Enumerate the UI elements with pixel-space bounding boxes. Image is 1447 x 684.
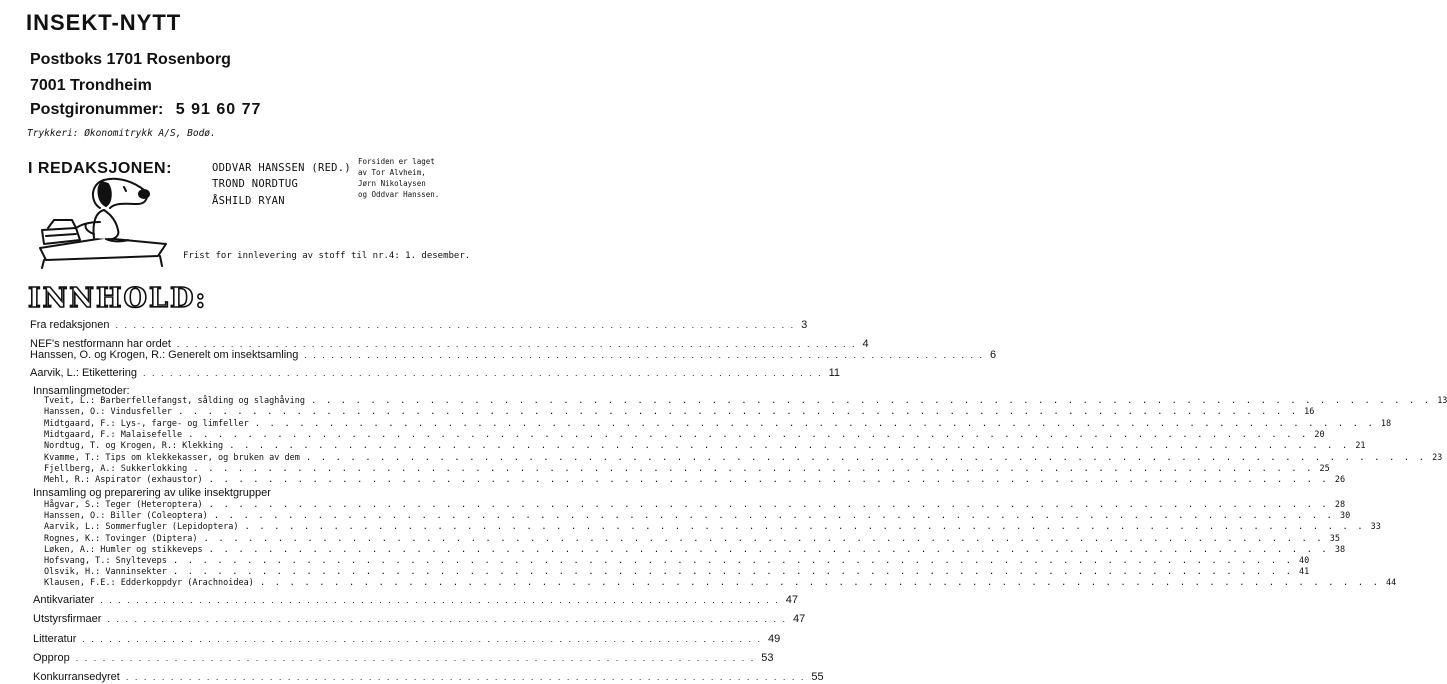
postgiro-number: 5 91 60 77	[175, 101, 262, 118]
postgiro	[30, 101, 261, 119]
toc-page-number: 23	[1432, 452, 1443, 463]
toc-entry	[44, 511, 1351, 522]
toc-leader-dots: . . . . . . . . . . . . . . . . . . . . . . . . . . . . . . . . . . . . . . . . . . . . . . . . . . . . . . . . . . . . . . . . . . . . . . . . . . . .	[208, 544, 1329, 555]
toc-entry-title: Mehl, R.: Aspirator (exhaustor)	[44, 475, 203, 486]
postgiro-label: Postgironummer:	[30, 101, 164, 118]
toc-entry	[30, 319, 808, 331]
cover-note-1: Forsiden er laget	[358, 157, 435, 166]
toc-leader-dots: . . . . . . . . . . . . . . . . . . . . . . . . . . . . . . . . . . . . . . . . . . . . . . . . . . . . . . . . . . . . . . . . . . . . . . . . . . . .	[213, 511, 1334, 522]
toc-leader-dots: . . . . . . . . . . . . . . . . . . . . . . . . . . . . . . . . . . . . . . . . . . . . . . . . . . . . . . . . . . . . . . . . . . . . . . . . . . . .	[82, 634, 762, 644]
toc-page-number: 18	[1380, 418, 1392, 429]
toc-entry-title: Hanssen, O. og Krogen, R.: Generelt om insektsamling	[30, 349, 299, 361]
toc-entry	[44, 556, 1310, 566]
toc-page-number: 53	[761, 652, 774, 664]
printer-note: Trykkeri: Økonomitrykk A/S, Bodø.	[27, 128, 216, 139]
toc-entry-title: Hanssen, O.: Biller (Coleoptera)	[44, 511, 208, 522]
toc-entry	[44, 452, 1443, 463]
toc-page-number: 3	[801, 319, 808, 331]
toc-entry-title: Aarvik, L.: Etikettering	[30, 367, 137, 379]
toc-page-number: 35	[1329, 533, 1340, 544]
address-line-1: Postboks 1701 Rosenborg	[30, 51, 231, 68]
toc-entry	[44, 567, 1310, 578]
cover-note-4: og Oddvar Hanssen.	[358, 190, 440, 199]
toc-entry	[33, 633, 781, 645]
toc-leader-dots: . . . . . . . . . . . . . . . . . . . . . . . . . . . . . . . . . . . . . . . . . . . . . . . . . . . . . . . . . . . . . . . . . . . . . . . . . . . .	[208, 475, 1329, 486]
toc-page-number: 38	[1334, 544, 1346, 555]
toc-entry	[44, 418, 1392, 429]
toc-leader-dots: . . . . . . . . . . . . . . . . . . . . . . . . . . . . . . . . . . . . . . . . . . . . . . . . . . . . . . . . . . . . . . . . . . . . . . . . . . . .	[304, 350, 984, 360]
toc-entry	[44, 578, 1397, 589]
toc-entry-title: Litteratur	[33, 633, 77, 645]
toc-entry-title: Kvamme, T.: Tips om klekkekasser, og bruken av dem	[44, 452, 300, 463]
toc-page-number: 25	[1319, 463, 1330, 474]
toc-entry	[44, 522, 1381, 533]
toc-entry	[44, 441, 1366, 452]
toc-leader-dots: . . . . . . . . . . . . . . . . . . . . . . . . . . . . . . . . . . . . . . . . . . . . . . . . . . . . . . . . . . . . . . . . . . . . . . . . . . . .	[244, 522, 1365, 533]
toc-entry-title: Aarvik, L.: Sommerfugler (Lepidoptera)	[44, 522, 239, 533]
editor-name-1: ODDVAR HANSSEN (RED.)	[212, 162, 352, 174]
toc-entry-title: Rognes, K.: Tovinger (Diptera)	[44, 533, 198, 544]
toc-leader-dots: . . . . . . . . . . . . . . . . . . . . . . . . . . . . . . . . . . . . . . . . . . . . . . . . . . . . . . . . . . . . . . . . . . . . . . . . . . . .	[75, 653, 756, 663]
section-heading-methods: Innsamlingmetoder:	[33, 385, 130, 397]
editor-name-2: TROND NORDTUG	[212, 178, 299, 190]
toc-page-number: 28	[1334, 500, 1346, 510]
toc-leader-dots: . . . . . . . . . . . . . . . . . . . . . . . . . . . . . . . . . . . . . . . . . . . . . . . . . . . . . . . . . . . . . . . . . . . . . . . . . . . .	[125, 672, 806, 682]
toc-entry-title: Hanssen, O.: Vindusfeller	[44, 407, 172, 418]
toc-entry	[44, 533, 1340, 544]
toc-entry-title: Opprop	[33, 652, 70, 664]
section-heading-groups: Innsamling og preparering av ulike insektgrupper	[33, 487, 271, 499]
toc-entry-title: Hofsvang, T.: Snylteveps	[44, 556, 167, 566]
toc-page-number: 20	[1314, 429, 1325, 440]
toc-entry	[33, 594, 798, 606]
cover-note-3: Jørn Nikolaysen	[358, 179, 426, 188]
toc-entry	[44, 407, 1315, 418]
toc-leader-dots: . . . . . . . . . . . . . . . . . . . . . . . . . . . . . . . . . . . . . . . . . . . . . . . . . . . . . . . . . . . . . . . . . . . . . . . . . . . .	[172, 556, 1294, 566]
toc-page-number: 13	[1437, 396, 1447, 406]
toc-leader-dots: . . . . . . . . . . . . . . . . . . . . . . . . . . . . . . . . . . . . . . . . . . . . . . . . . . . . . . . . . . . . . . . . . . . . . . . . . . . .	[193, 463, 1314, 474]
toc-entry-title: Midtgaard, F.: Lys-, farge- og limfeller	[44, 418, 249, 429]
toc-entry	[33, 671, 824, 683]
toc-leader-dots: . . . . . . . . . . . . . . . . . . . . . . . . . . . . . . . . . . . . . . . . . . . . . . . . . . . . . . . . . . . . . . . . . . . . . . . . . . . .	[305, 452, 1427, 463]
toc-page-number: 44	[1386, 578, 1397, 589]
toc-leader-dots: . . . . . . . . . . . . . . . . . . . . . . . . . . . . . . . . . . . . . . . . . . . . . . . . . . . . . . . . . . . . . . . . . . . . . . . . . . . .	[311, 396, 1432, 406]
toc-entry	[30, 349, 997, 361]
toc-entry	[44, 396, 1447, 406]
toc-leader-dots: . . . . . . . . . . . . . . . . . . . . . . . . . . . . . . . . . . . . . . . . . . . . . . . . . . . . . . . . . . . . . . . . . . . . . . . . . . . .	[229, 441, 1350, 452]
toc-entry-title: Fjellberg, A.: Sukkerlokking	[44, 463, 188, 474]
toc-entry-title: Tveit, L.: Barberfellefangst, sålding og slaghåving	[44, 396, 305, 406]
toc-leader-dots: . . . . . . . . . . . . . . . . . . . . . . . . . . . . . . . . . . . . . . . . . . . . . . . . . . . . . . . . . . . . . . . . . . . . . . . . . . . .	[115, 320, 796, 330]
toc-leader-dots: . . . . . . . . . . . . . . . . . . . . . . . . . . . . . . . . . . . . . . . . . . . . . . . . . . . . . . . . . . . . . . . . . . . . . . . . . . . .	[177, 407, 1299, 418]
submission-deadline: Frist for innlevering av stoff til nr.4: 1. desember.	[183, 251, 471, 261]
snoopy-typewriter-illustration	[34, 170, 174, 270]
toc-page-number: 55	[811, 671, 824, 683]
toc-page-number: 41	[1299, 567, 1310, 578]
toc-entry-title: Fra redaksjonen	[30, 319, 110, 331]
toc-entry	[44, 463, 1330, 474]
toc-entry	[33, 613, 806, 625]
toc-entry-title: Klausen, F.E.: Edderkoppdyr (Arachnoidea)	[44, 578, 254, 589]
toc-page-number: 47	[785, 594, 798, 606]
toc-entry	[33, 652, 774, 664]
toc-page-number: 40	[1299, 556, 1310, 566]
toc-page-number: 21	[1355, 441, 1366, 452]
toc-page-number: 6	[989, 349, 997, 361]
toc-entry	[44, 429, 1325, 440]
toc-entry	[44, 500, 1346, 510]
toc-leader-dots: . . . . . . . . . . . . . . . . . . . . . . . . . . . . . . . . . . . . . . . . . . . . . . . . . . . . . . . . . . . . . . . . . . . . . . . . . . . .	[107, 614, 788, 624]
toc-leader-dots: . . . . . . . . . . . . . . . . . . . . . . . . . . . . . . . . . . . . . . . . . . . . . . . . . . . . . . . . . . . . . . . . . . . . . . . . . . . .	[259, 578, 1381, 589]
toc-page-number: 30	[1339, 511, 1351, 522]
toc-page-number: 26	[1334, 475, 1346, 486]
toc-entry	[44, 475, 1346, 486]
toc-page-number: 16	[1304, 407, 1315, 418]
toc-leader-dots: . . . . . . . . . . . . . . . . . . . . . . . . . . . . . . . . . . . . . . . . . . . . . . . . . . . . . . . . . . . . . . . . . . . . . . . . . . . .	[203, 533, 1324, 544]
toc-leader-dots: . . . . . . . . . . . . . . . . . . . . . . . . . . . . . . . . . . . . . . . . . . . . . . . . . . . . . . . . . . . . . . . . . . . . . . . . . . . .	[143, 368, 823, 378]
toc-leader-dots: . . . . . . . . . . . . . . . . . . . . . . . . . . . . . . . . . . . . . . . . . . . . . . . . . . . . . . . . . . . . . . . . . . . . . . . . . . . .	[100, 595, 780, 605]
toc-entry-title: Løken, A.: Humler og stikkeveps	[44, 544, 203, 555]
toc-entry	[44, 544, 1346, 555]
editorial-title: I REDAKSJONEN:	[28, 160, 172, 177]
toc-page-number: 33	[1370, 522, 1381, 533]
toc-entry-title: Nordtug, T. og Krogen, R.: Klekking	[44, 441, 224, 452]
toc-page-number: 11	[828, 367, 840, 379]
toc-entry-title: NEF's nestformann har ordet	[30, 338, 171, 350]
toc-entry-title: Utstyrsfirmaer	[33, 613, 102, 625]
toc-page-number: 49	[768, 633, 781, 645]
toc-entry-title: Hågvar, S.: Teger (Heteroptera)	[44, 500, 203, 510]
toc-leader-dots: . . . . . . . . . . . . . . . . . . . . . . . . . . . . . . . . . . . . . . . . . . . . . . . . . . . . . . . . . . . . . . . . . . . . . . . . . . . .	[172, 567, 1294, 578]
contents-heading: INNHOLD:	[28, 283, 208, 314]
address-line-2: 7001 Trondheim	[30, 77, 152, 94]
toc-entry-title: Midtgaard, F.: Malaisefelle	[44, 429, 183, 440]
toc-page-number: 4	[862, 338, 869, 350]
toc-entry-title: Antikvariater	[33, 594, 95, 606]
toc-leader-dots: . . . . . . . . . . . . . . . . . . . . . . . . . . . . . . . . . . . . . . . . . . . . . . . . . . . . . . . . . . . . . . . . . . . . . . . . . . . .	[208, 500, 1329, 510]
toc-page-number: 47	[793, 613, 806, 625]
toc-leader-dots: . . . . . . . . . . . . . . . . . . . . . . . . . . . . . . . . . . . . . . . . . . . . . . . . . . . . . . . . . . . . . . . . . . . . . . . . . . . .	[176, 339, 857, 349]
toc-entry-title: Konkurransedyret	[33, 671, 120, 683]
cover-note-2: av Tor Alvheim,	[358, 168, 426, 177]
magazine-title: INSEKT-NYTT	[26, 10, 182, 35]
toc-leader-dots: . . . . . . . . . . . . . . . . . . . . . . . . . . . . . . . . . . . . . . . . . . . . . . . . . . . . . . . . . . . . . . . . . . . . . . . . . . . .	[188, 429, 1309, 440]
toc-leader-dots: . . . . . . . . . . . . . . . . . . . . . . . . . . . . . . . . . . . . . . . . . . . . . . . . . . . . . . . . . . . . . . . . . . . . . . . . . . . .	[254, 418, 1375, 429]
toc-entry	[30, 367, 840, 379]
editor-name-3: ÅSHILD RYAN	[212, 195, 285, 207]
toc-entry-title: Olsvik, H.: Vanninsekter	[44, 567, 167, 578]
